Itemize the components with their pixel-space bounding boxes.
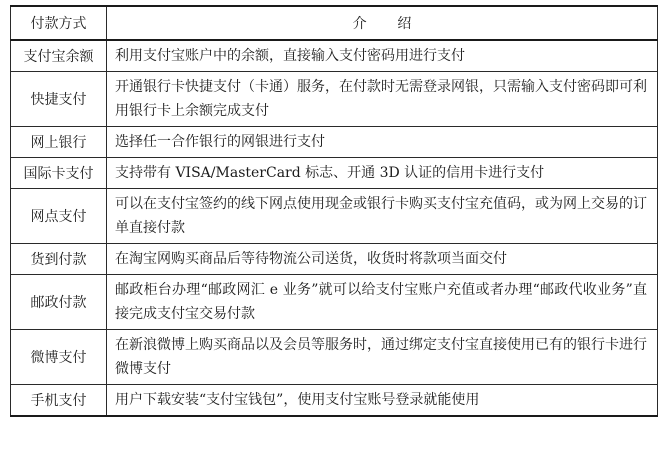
payment-method-description: 支持带有 VISA/MasterCard 标志、开通 3D 认证的信用卡进行支付 [107, 158, 658, 189]
payment-method-description: 在新浪微博上购买商品以及会员等服务时，通过绑定支付宝直接使用已有的银行卡进行微博支付 [107, 330, 658, 385]
payment-method-description: 利用支付宝账户中的余额，直接输入支付密码用进行支付 [107, 40, 658, 72]
payment-method-description: 可以在支付宝签约的线下网点使用现金或银行卡购买支付宝充值码，或为网上交易的订单直接付款 [107, 189, 658, 244]
table-row [11, 385, 658, 417]
payment-methods-table [10, 5, 658, 417]
payment-method-name: 货到付款 [11, 244, 107, 275]
table-row [11, 40, 658, 72]
payment-method-description: 在淘宝网购买商品后等待物流公司送货，收货时将款项当面交付 [107, 244, 658, 275]
payment-method-description: 用户下载安装“支付宝钱包”，使用支付宝账号登录就能使用 [107, 385, 658, 417]
payment-method-name: 快捷支付 [11, 72, 107, 127]
payment-method-name: 网上银行 [11, 127, 107, 158]
table-row [11, 158, 658, 189]
table-row [11, 275, 658, 330]
table-row [11, 244, 658, 275]
payment-method-name: 微博支付 [11, 330, 107, 385]
header-introduction [107, 6, 658, 40]
payment-method-name: 手机支付 [11, 385, 107, 417]
payment-method-name: 网点支付 [11, 189, 107, 244]
table-header-row [11, 6, 658, 40]
payment-method-name: 支付宝余额 [11, 40, 107, 72]
table-row [11, 189, 658, 244]
payment-method-name: 国际卡支付 [11, 158, 107, 189]
header-payment-method: 付款方式 [11, 6, 107, 40]
table-row [11, 127, 658, 158]
payment-method-description: 开通银行卡快捷支付（卡通）服务，在付款时无需登录网银，只需输入支付密码即可利用银行卡上余额完成支付 [107, 72, 658, 127]
header-introduction-label: 介绍 [352, 16, 443, 32]
payment-methods-table-container [10, 5, 657, 417]
table-row [11, 72, 658, 127]
payment-method-description: 选择任一合作银行的网银进行支付 [107, 127, 658, 158]
table-row [11, 330, 658, 385]
payment-method-name: 邮政付款 [11, 275, 107, 330]
payment-method-description: 邮政柜台办理“邮政网汇 e 业务”就可以给支付宝账户充值或者办理“邮政代收业务”直接完成支付宝交易付款 [107, 275, 658, 330]
